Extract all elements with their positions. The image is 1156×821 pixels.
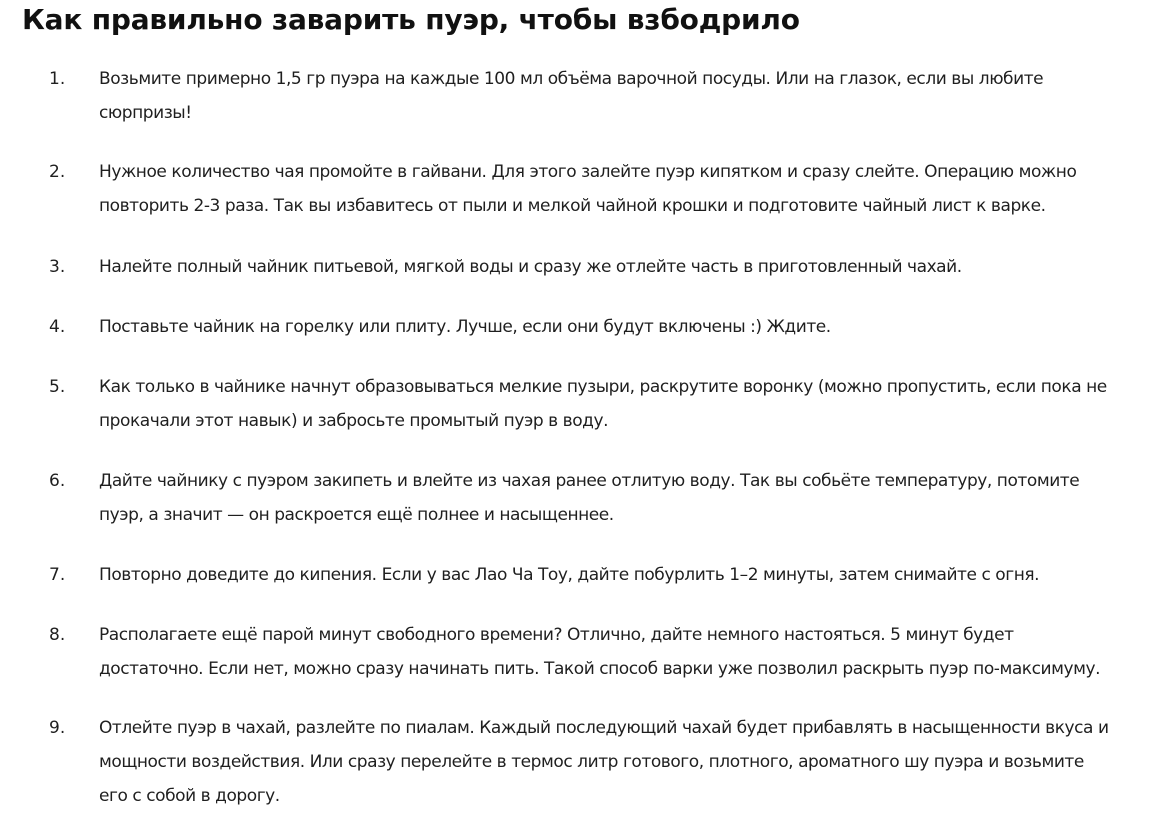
step-line: Отлейте пуэр в чахай, разлейте по пиалам. Каждый последующий чахай будет прибавлять в насыщенности вкуса и <box>99 718 1109 738</box>
step-text <box>99 558 1151 592</box>
step-line: Располагаете ещё парой минут свободного времени? Отлично, дайте немного настояться. 5 минут будет <box>99 625 1014 645</box>
step-line: Нужное количество чая промойте в гайвани. Для этого залейте пуэр кипятком и сразу слейте. Операцию можно <box>99 162 1077 182</box>
step-number: 5. <box>49 377 66 397</box>
step-text <box>99 711 1151 813</box>
step-line: Поставьте чайник на горелку или плиту. Лучше, если они будут включены :) Ждите. <box>99 317 831 337</box>
step-number: 9. <box>49 718 66 738</box>
step-text <box>99 618 1151 686</box>
step-line: Как только в чайнике начнут образовываться мелкие пузыри, раскрутите воронку (можно пропустить, если пока не <box>99 377 1107 397</box>
step-number: 3. <box>49 257 66 277</box>
step-line: сюрпризы! <box>99 103 192 123</box>
step-text <box>99 155 1151 223</box>
step-line: его с собой в дорогу. <box>99 786 280 806</box>
step-line: мощности воздействия. Или сразу перелейте в термос литр готового, плотного, ароматного шу пуэра и возьмите <box>99 752 1084 772</box>
step-text <box>99 310 1151 344</box>
step-line: Дайте чайнику с пуэром закипеть и влейте из чахая ранее отлитую воду. Так вы собьёте температуру, потомите <box>99 471 1080 491</box>
step-text <box>99 62 1151 130</box>
step-number: 1. <box>49 69 66 89</box>
step-text <box>99 250 1151 284</box>
step-number: 8. <box>49 625 66 645</box>
step-line: Возьмите примерно 1,5 гр пуэра на каждые 100 мл объёма варочной посуды. Или на глазок, если вы любите <box>99 69 1044 89</box>
step-line: пуэр, а значит — он раскроется ещё полнее и насыщеннее. <box>99 505 614 525</box>
step-number: 7. <box>49 565 66 585</box>
step-text <box>99 370 1151 438</box>
step-number: 6. <box>49 471 66 491</box>
article-title: Как правильно заварить пуэр, чтобы взбодрило <box>22 3 800 36</box>
step-line: повторить 2-3 раза. Так вы избавитесь от пыли и мелкой чайной крошки и подготовите чайный лист к варке. <box>99 196 1046 216</box>
step-number: 2. <box>49 162 66 182</box>
step-line: Повторно доведите до кипения. Если у вас Лао Ча Тоу, дайте побурлить 1–2 минуты, затем снимайте с огня. <box>99 565 1040 585</box>
step-line: Налейте полный чайник питьевой, мягкой воды и сразу же отлейте часть в приготовленный чахай. <box>99 257 962 277</box>
step-line: достаточно. Если нет, можно сразу начинать пить. Такой способ варки уже позволил раскрыть пуэр по-максимуму. <box>99 659 1101 679</box>
step-number: 4. <box>49 317 66 337</box>
step-text <box>99 464 1151 532</box>
step-line: прокачали этот навык) и забросьте промытый пуэр в воду. <box>99 411 609 431</box>
